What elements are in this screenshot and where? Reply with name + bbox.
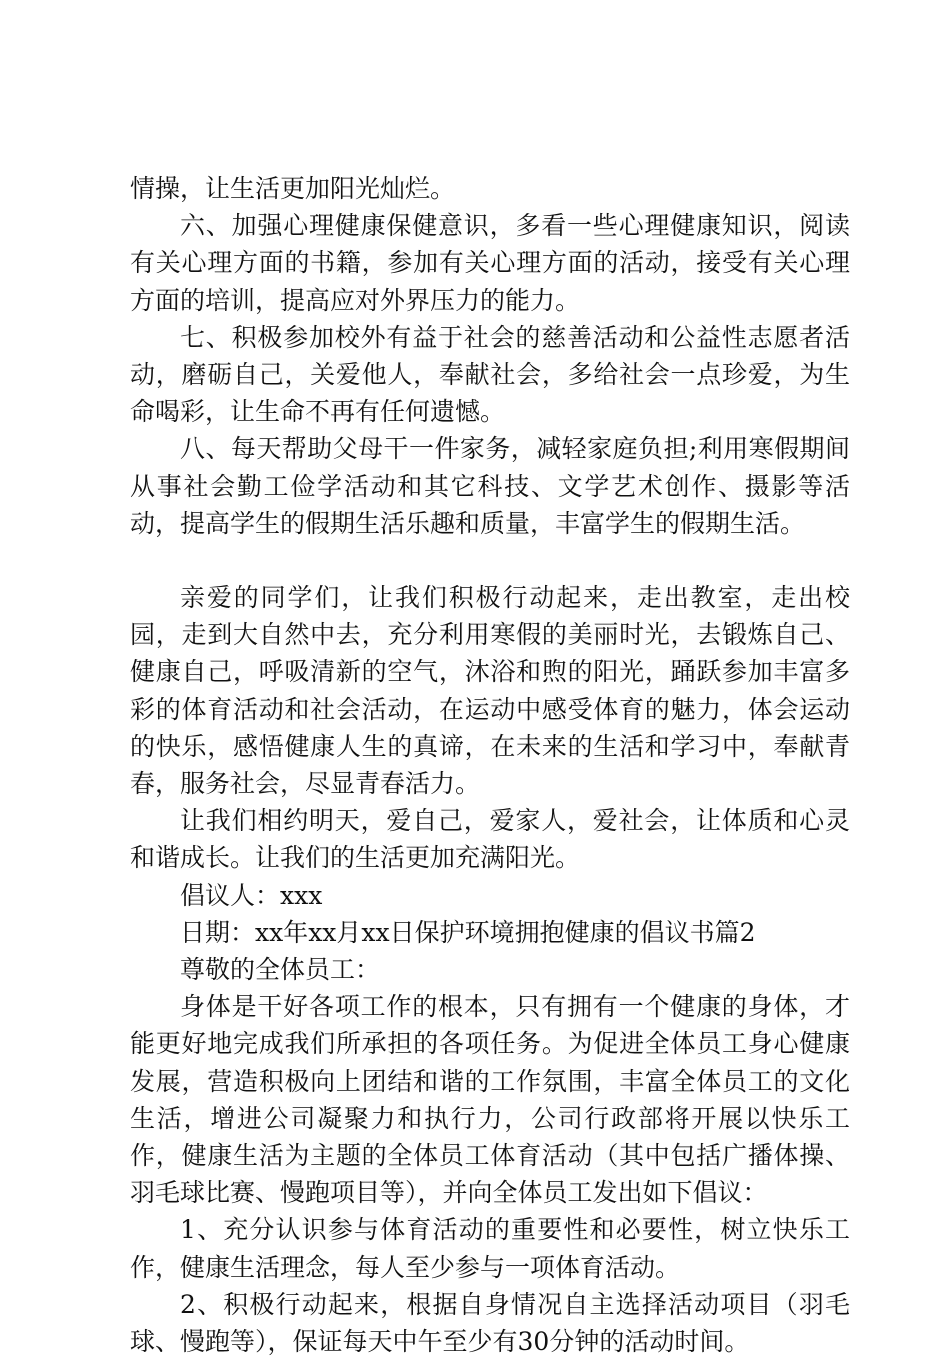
date-line: 日期：xx年xx月xx日保护环境拥抱健康的倡议书篇2 — [180, 917, 756, 947]
paragraph-closing: 让我们相约明天，爱自己，爱家人，爱社会，让体质和心灵和谐成长。让我们的生活更加充满阳光。 — [130, 806, 850, 873]
paragraph-continuation: 情操，让生活更加阳光灿烂。 — [130, 174, 456, 203]
document-body — [130, 170, 850, 1360]
salutation: 尊敬的全体员工： — [180, 955, 381, 985]
paragraph-spacer — [130, 542, 850, 579]
paragraph-intro: 身体是干好各项工作的根本，只有拥有一个健康的身体，才能更好地完成我们所承担的各项任务。为促进全体员工身心健康发展，营造积极向上团结和谐的工作氛围，丰富全体员工的文化生活，增进公司凝聚力和执行力，公司行政部将开展以快乐工作，健康生活为主题的全体员工体育活动（其中包括广播体操、羽毛球比赛、慢跑项目等），并向全体员工发出如下倡议： — [130, 992, 850, 1208]
paragraph-item-8: 八、每天帮助父母干一件家务，减轻家庭负担;利用寒假期间从事社会勤工俭学活动和其它科技、文学艺术创作、摄影等活动，提高学生的假期生活乐趣和质量，丰富学生的假期生活。 — [130, 434, 850, 538]
initiator-line: 倡议人：xxx — [180, 880, 323, 910]
paragraph-call-to-action: 亲爱的同学们，让我们积极行动起来，走出教室，走出校园，走到大自然中去，充分利用寒假的美丽时光，去锻炼自己、健康自己，呼吸清新的空气，沐浴和煦的阳光，踊跃参加丰富多彩的体育活动和社会活动，在运动中感受体育的魅力，体会运动的快乐，感悟健康人生的真谛，在未来的生活和学习中，奉献青春，服务社会，尽显青春活力。 — [130, 583, 850, 799]
paragraph-item-7: 七、积极参加校外有益于社会的慈善活动和公益性志愿者活动，磨砺自己，关爱他人，奉献社会，多给社会一点珍爱，为生命喝彩，让生命不再有任何遗憾。 — [130, 322, 850, 427]
proposal-item-1: 1、充分认识参与体育活动的重要性和必要性，树立快乐工作，健康生活理念，每人至少参与一项体育活动。 — [130, 1215, 850, 1282]
proposal-item-2: 2、积极行动起来，根据自身情况自主选择活动项目（羽毛球、慢跑等），保证每天中午至少有30分钟的活动时间。 — [130, 1289, 850, 1357]
paragraph-item-6: 六、加强心理健康保健意识，多看一些心理健康知识，阅读有关心理方面的书籍，参加有关心理方面的活动，接受有关心理方面的培训，提高应对外界压力的能力。 — [130, 211, 850, 315]
